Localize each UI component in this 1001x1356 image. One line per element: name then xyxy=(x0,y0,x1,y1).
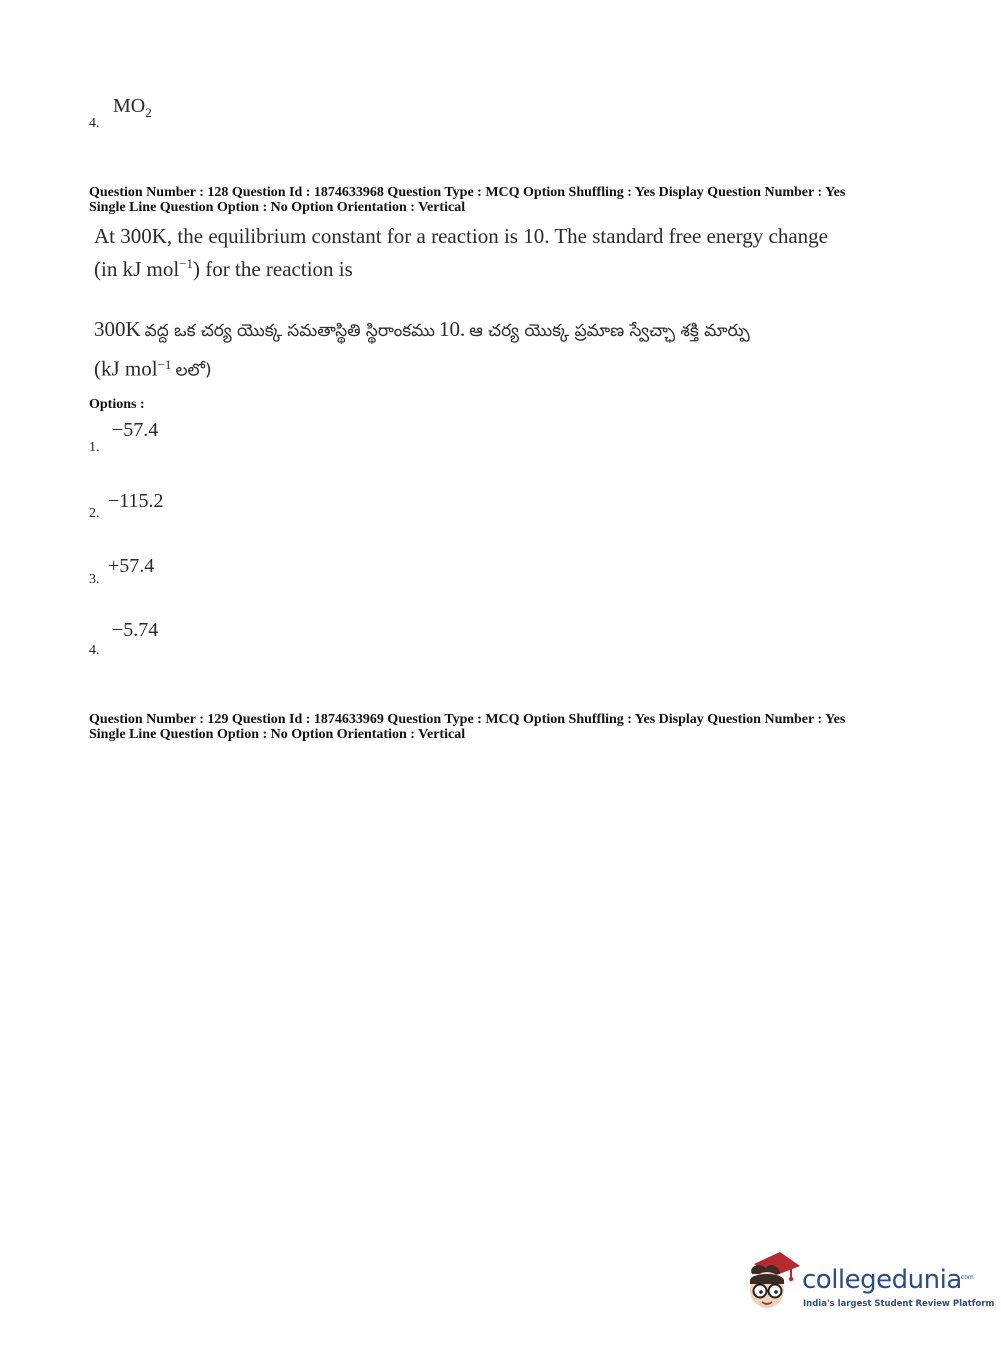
option-number: 4. xyxy=(89,116,100,131)
formula-subscript: 2 xyxy=(145,105,152,120)
option-3-number: 3. xyxy=(89,572,100,587)
question-meta xyxy=(89,185,845,215)
question-text-telugu xyxy=(94,316,874,384)
option-3-value[interactable]: +57.4 xyxy=(108,555,155,577)
mascot-icon xyxy=(740,1250,802,1314)
telugu-unit-open: (kJ mol xyxy=(94,356,158,381)
options-label: Options : xyxy=(89,397,145,412)
telugu-ten: 10. xyxy=(438,317,466,341)
option-1-number: 1. xyxy=(89,440,100,455)
option-4-value[interactable]: −5.74 xyxy=(112,619,159,641)
question-unit-close: ) for the reaction is xyxy=(193,257,353,281)
question-meta-next xyxy=(89,712,845,742)
question-text-english xyxy=(94,223,828,283)
formula-main: MO xyxy=(113,95,146,117)
option-2-value[interactable]: −115.2 xyxy=(108,490,164,512)
telugu-unit-close: లలో) xyxy=(175,360,212,381)
question-meta-next-line1: Question Number : 129 Question Id : 1874633969 Question Type : MCQ Option Shuffling : Yes Display Question Number : Yes xyxy=(89,712,846,727)
question-unit-sup: −1 xyxy=(179,256,194,271)
logo-tagline: India's largest Student Review Platform xyxy=(803,1299,995,1309)
logo-wordmark: collegedunia xyxy=(802,1265,962,1295)
question-text-line2 xyxy=(94,250,828,283)
option-4-number: 4. xyxy=(89,643,100,658)
question-meta-line2: Single Line Question Option : No Option Orientation : Vertical xyxy=(89,200,466,215)
option-2-number: 2. xyxy=(89,506,100,521)
question-unit-open: (in kJ mol xyxy=(94,257,180,281)
collegedunia-logo[interactable] xyxy=(740,1250,995,1320)
option-formula xyxy=(113,95,152,121)
telugu-text-b: ఆ చర్య యొక్క ప్రమాణ స్వేచ్ఛా శక్తి మార్పు xyxy=(469,321,750,341)
telugu-text-a: వద్ద ఒక చర్య యొక్క సమతాస్థితి స్థిరాంకము xyxy=(144,321,435,341)
telugu-unit-sup: −1 xyxy=(157,357,172,372)
telugu-line2 xyxy=(94,351,874,384)
question-text-line1: At 300K, the equilibrium constant for a reaction is 10. The standard free energy change xyxy=(94,224,828,248)
telugu-line1 xyxy=(94,316,874,345)
telugu-temp: 300K xyxy=(94,317,141,341)
logo-com: .com xyxy=(959,1274,974,1281)
question-meta-line1: Question Number : 128 Question Id : 1874633968 Question Type : MCQ Option Shuffling : Yes Display Question Number : Yes xyxy=(89,185,846,200)
option-1-value[interactable]: −57.4 xyxy=(112,419,159,441)
question-meta-next-line2: Single Line Question Option : No Option Orientation : Vertical xyxy=(89,727,466,742)
